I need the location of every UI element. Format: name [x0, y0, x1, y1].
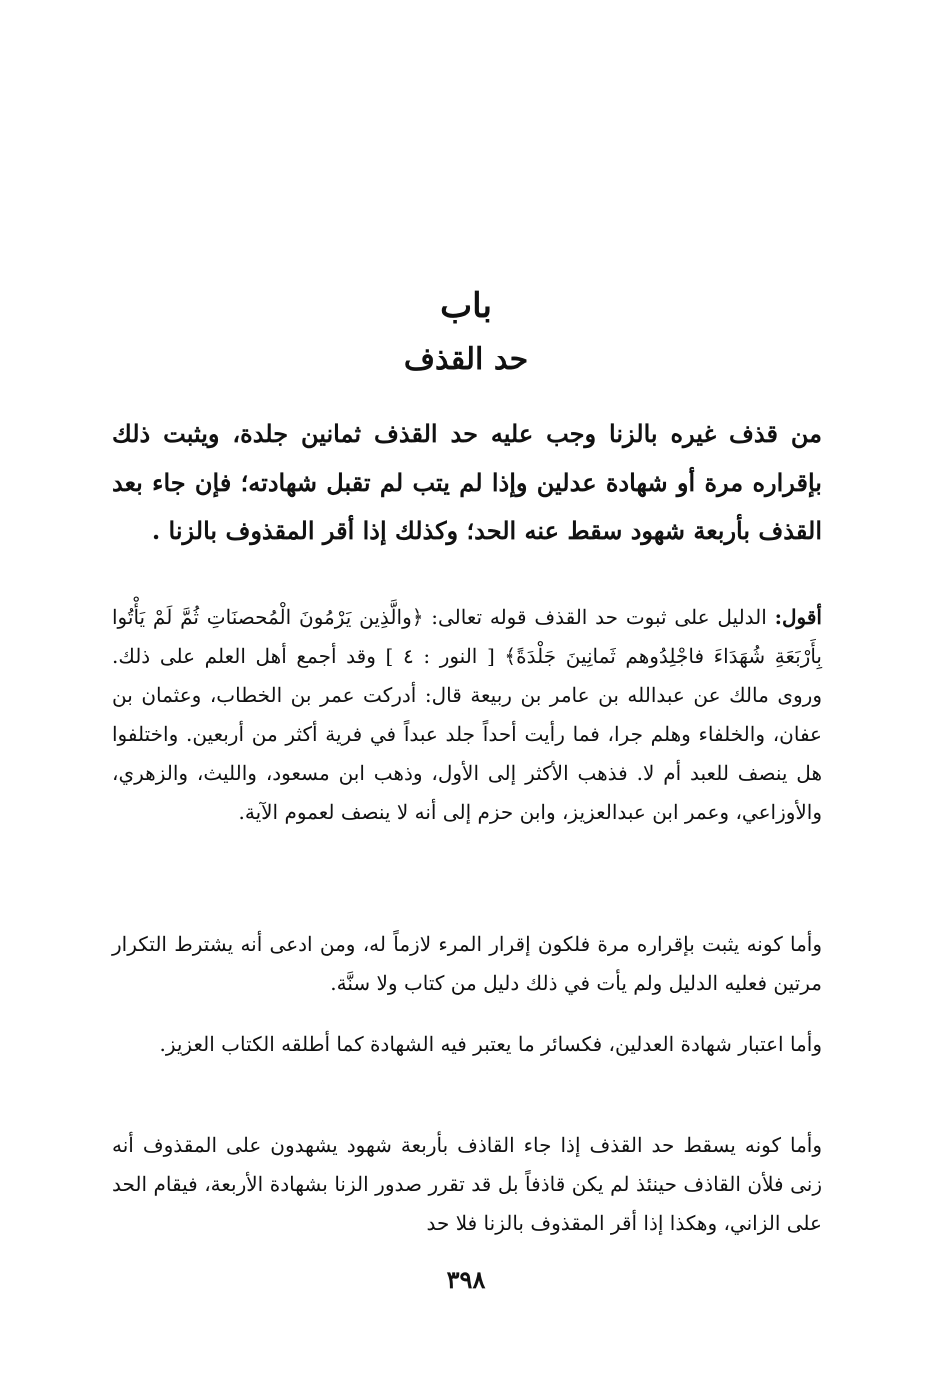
commentary-paragraph-2 [112, 925, 822, 1015]
page-number: ٣٩٨ [446, 1265, 486, 1294]
matn-paragraph: من قذف غيره بالزنا وجب عليه حد القذف ثمانين جلدة، ويثبت ذلك بإقراره مرة أو شهادة عدلين وإذا لم يتب لم تقبل شهادته؛ فإن جاء بعد القذف بأربعة شهود سقط عنه الحد؛ وكذلك إذا أقر المقذوف بالزنا . [112, 419, 822, 545]
quran-reference: [ النور : ٤ ] [375, 644, 505, 668]
commentary-paragraph: وأما كونه يسقط حد القذف إذا جاء القاذف بأربعة شهود يشهدون على المقذوف أنه زنى فلأن القاذف حينئذ لم يكن قاذفاً بل قد تقرر صدور الزنا بشهادة الأربعة، فيقام الحد على الزاني، وهكذا إذا أقر المقذوف بالزنا فلا حد [112, 1133, 822, 1235]
chapter-title: باب [440, 286, 492, 326]
matn-text-block [112, 410, 822, 556]
commentary-paragraph [112, 598, 822, 832]
commentary-lead-word: أقول: [774, 605, 822, 629]
commentary-paragraph-4 [112, 1126, 822, 1255]
commentary-paragraph: وأما كونه يثبت بإقراره مرة فلكون إقرار المرء لازماً له، ومن ادعى أنه يشترط التكرار مرتين فعليه الدليل ولم يأت في ذلك دليل من كتاب ولا سنَّة. [112, 932, 822, 995]
commentary-paragraph-1 [112, 598, 822, 844]
commentary-text-intro: الدليل على ثبوت حد القذف قوله تعالى: [423, 605, 775, 629]
commentary-paragraph: وأما اعتبار شهادة العدلين، فكسائر ما يعتبر فيه الشهادة كما أطلقه الكتاب العزيز. [159, 1032, 822, 1056]
commentary-paragraph-3 [112, 1025, 822, 1076]
commentary-text-body: وقد أجمع أهل العلم على ذلك. وروى مالك عن عبدالله بن عامر بن ربيعة قال: أدركت عمر بن الخطاب، وعثمان بن عفان، والخلفاء وهلم جرا، فما رأيت أحداً جلد عبداً في فرية أكثر من أربعين. واختلفوا هل ينصف للعبد أم لا. فذهب الأكثر إلى الأول، وذهب ابن مسعود، والليث، والزهري، والأوزاعي، وعمر ابن عبدالعزيز، وابن حزم إلى أنه لا ينصف لعموم الآية. [112, 644, 822, 824]
quran-verse: ﴿والَّذِين يَرْمُونَ الْمُحصنَاتِ ثُمَّ لَمْ يَأْتُوا بِأَرْبَعَةِ شُهَدَاءَ فاجْلِدُوهم ثَمانِينَ جَلْدَةً﴾ [112, 605, 822, 668]
chapter-subtitle: حد القذف [403, 342, 529, 377]
